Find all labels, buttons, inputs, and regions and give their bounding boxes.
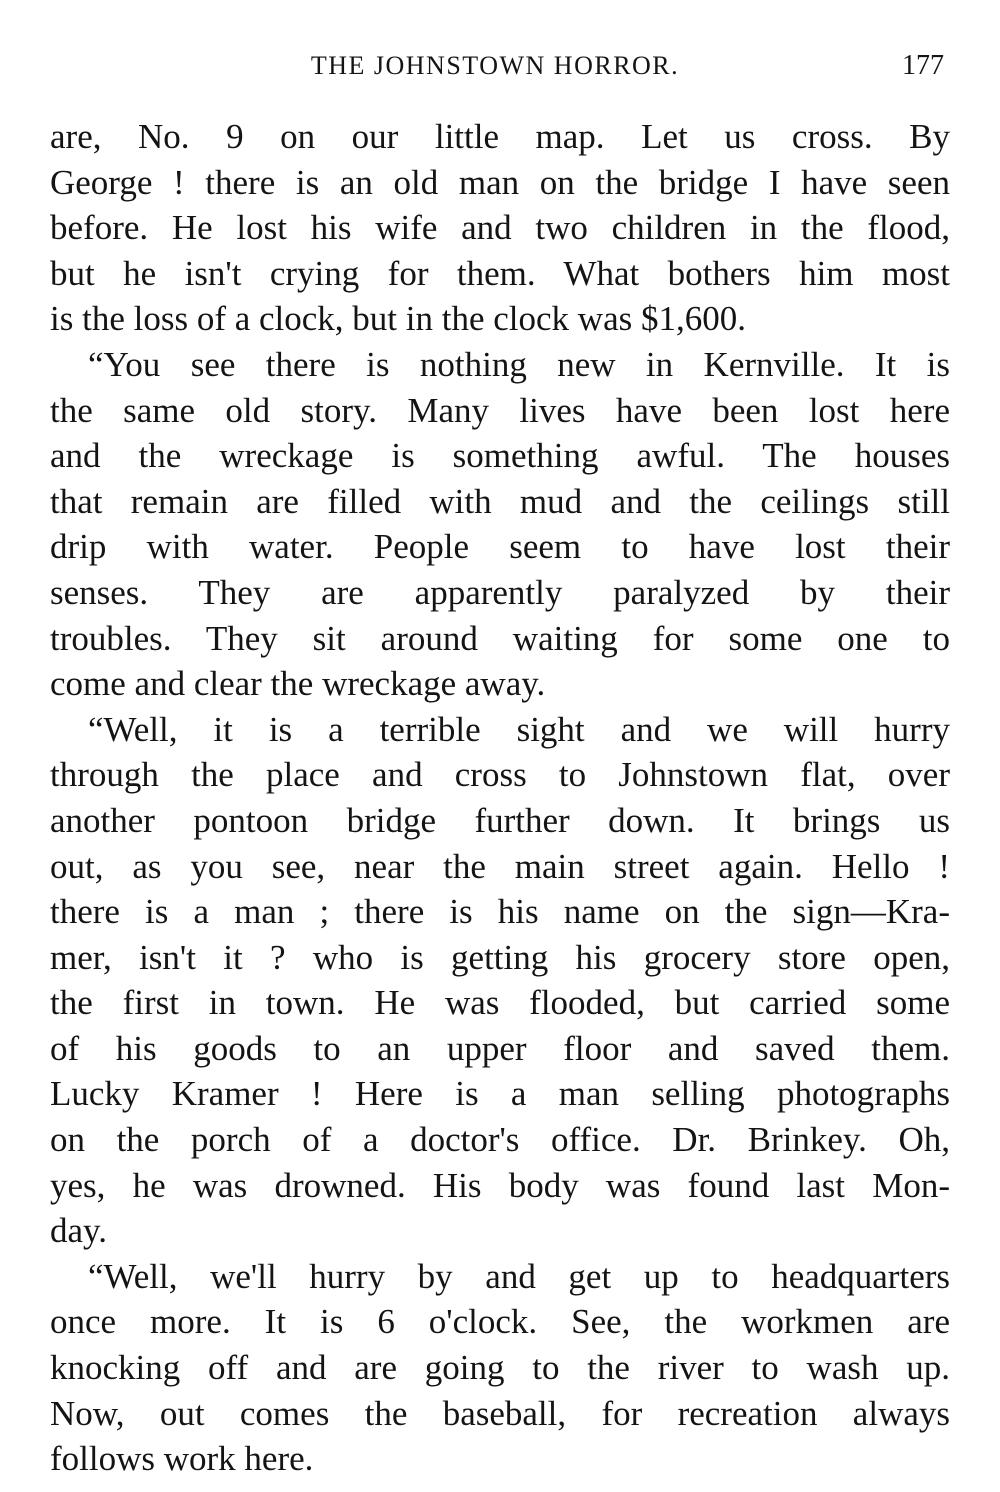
text-line: mer, isn't it ? who is getting his grocery store open, xyxy=(50,937,950,977)
text-line: the same old story. Many lives have been lost here xyxy=(50,390,950,430)
text-line: there is a man ; there is his name on the sign—Kra- xyxy=(50,892,950,932)
text-line: “Well, it is a terrible sight and we will hurry xyxy=(88,709,950,749)
text-line: troubles. They sit around waiting for some one to xyxy=(50,618,950,658)
text-line: that remain are filled with mud and the ceilings still xyxy=(50,481,950,521)
text-line: through the place and cross to Johnstown flat, over xyxy=(50,755,950,795)
text-line: out, as you see, near the main street again. Hello ! xyxy=(50,846,950,886)
running-title: THE JOHNSTOWN HORROR. xyxy=(310,51,680,80)
text-line: of his goods to an upper floor and saved them. xyxy=(50,1028,950,1068)
body-text xyxy=(50,114,950,1482)
running-head xyxy=(0,46,1000,86)
text-line: is the loss of a clock, but in the clock was $1,600. xyxy=(50,299,746,339)
text-line: senses. They are apparently paralyzed by their xyxy=(50,572,950,612)
text-line: the first in town. He was flooded, but carried some xyxy=(50,983,950,1023)
text-line: George ! there is an old man on the bridge I have seen xyxy=(50,162,950,202)
text-line: Now, out comes the baseball, for recreation always xyxy=(50,1393,950,1433)
text-line: once more. It is 6 o'clock. See, the workmen are xyxy=(50,1302,950,1342)
text-line: another pontoon bridge further down. It brings us xyxy=(50,800,950,840)
text-line: “You see there is nothing new in Kernville. It is xyxy=(88,344,950,384)
text-line: yes, he was drowned. His body was found last Mon- xyxy=(50,1165,950,1205)
text-line: on the porch of a doctor's office. Dr. Brinkey. Oh, xyxy=(50,1120,950,1160)
text-line: but he isn't crying for them. What bothers him most xyxy=(50,253,950,293)
page-number: 177 xyxy=(902,50,944,81)
text-line: “Well, we'll hurry by and get up to headquarters xyxy=(88,1256,950,1296)
text-line: Lucky Kramer ! Here is a man selling photographs xyxy=(50,1074,950,1114)
text-line: are, No. 9 on our little map. Let us cross. By xyxy=(50,117,950,156)
text-line: come and clear the wreckage away. xyxy=(50,664,546,704)
text-line: drip with water. People seem to have lost their xyxy=(50,527,950,567)
text-line: day. xyxy=(50,1211,108,1251)
text-line: before. He lost his wife and two children in the flood, xyxy=(50,208,950,248)
text-line: and the wreckage is something awful. The houses xyxy=(50,436,950,476)
text-line: knocking off and are going to the river to wash up. xyxy=(50,1348,950,1388)
text-line: follows work here. xyxy=(50,1439,314,1479)
